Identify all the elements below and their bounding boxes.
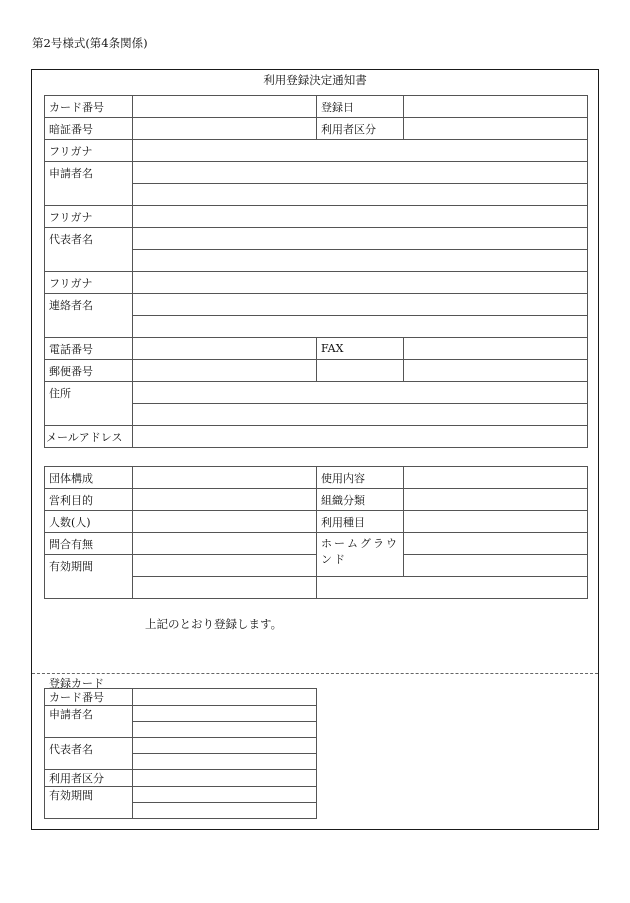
postal-code-field[interactable] (133, 360, 317, 382)
email-field[interactable] (133, 426, 588, 448)
table-row (45, 533, 588, 555)
cut-line (32, 673, 598, 674)
blank-cell (317, 577, 588, 599)
postal-code-label: 郵便番号 (45, 360, 133, 382)
table-row (45, 338, 588, 360)
org-type-field[interactable] (404, 489, 588, 511)
commercial-label: 営利目的 (45, 489, 133, 511)
card-user-category-field[interactable] (133, 770, 317, 787)
user-category-field[interactable] (404, 118, 588, 140)
usage-type-label: 利用種目 (317, 511, 404, 533)
fax-label: FAX (317, 338, 404, 360)
home-ground-field[interactable] (404, 533, 588, 555)
phone-label: 電話番号 (45, 338, 133, 360)
table-row (45, 206, 588, 228)
contact-furigana-label: フリガナ (45, 272, 133, 294)
representative-name-label: 代表者名 (45, 228, 133, 272)
address-label: 住所 (45, 382, 133, 426)
card-validity-field-2[interactable] (133, 803, 317, 819)
card-user-category-label: 利用者区分 (45, 770, 133, 787)
representative-name-field-2[interactable] (133, 250, 588, 272)
table-row (45, 118, 588, 140)
home-ground-label: ホームグラウンド (317, 533, 404, 577)
validity-field-2[interactable] (133, 577, 317, 599)
table-row (45, 360, 588, 382)
contact-name-field-2[interactable] (133, 316, 588, 338)
applicant-furigana-field[interactable] (133, 140, 588, 162)
table-row (45, 382, 588, 404)
inquiry-label: 問合有無 (45, 533, 133, 555)
table-row (45, 706, 317, 722)
phone-field[interactable] (133, 338, 317, 360)
applicant-name-label: 申請者名 (45, 162, 133, 206)
table-row (45, 96, 588, 118)
table-row (45, 228, 588, 250)
form-frame (31, 69, 599, 830)
card-number-field[interactable] (133, 96, 317, 118)
card-applicant-field-2[interactable] (133, 722, 317, 738)
contact-furigana-field[interactable] (133, 272, 588, 294)
table-row (45, 489, 588, 511)
registration-date-label: 登録日 (317, 96, 404, 118)
card-validity-label: 有効期間 (45, 787, 133, 819)
composition-label: 団体構成 (45, 467, 133, 489)
card-representative-field-2[interactable] (133, 754, 317, 770)
headcount-field[interactable] (133, 511, 317, 533)
card-number-field[interactable] (133, 689, 317, 706)
applicant-furigana-label: フリガナ (45, 140, 133, 162)
home-ground-field-2[interactable] (404, 555, 588, 577)
table-row (45, 140, 588, 162)
validity-field[interactable] (133, 555, 317, 577)
representative-furigana-label: フリガナ (45, 206, 133, 228)
usage-field[interactable] (404, 467, 588, 489)
applicant-name-field-2[interactable] (133, 184, 588, 206)
table-row (45, 738, 317, 754)
headcount-label: 人数(人) (45, 511, 133, 533)
contact-name-label: 連絡者名 (45, 294, 133, 338)
table-row (45, 467, 588, 489)
user-category-label: 利用者区分 (317, 118, 404, 140)
email-label: メールアドレス (45, 426, 133, 448)
blank-cell (404, 360, 588, 382)
applicant-name-field[interactable] (133, 162, 588, 184)
group-table (44, 466, 588, 599)
card-validity-field[interactable] (133, 787, 317, 803)
usage-label: 使用内容 (317, 467, 404, 489)
registrant-table (44, 95, 588, 448)
form-title: 利用登録決定通知書 (263, 73, 367, 87)
card-representative-label: 代表者名 (45, 738, 133, 770)
table-row (45, 272, 588, 294)
blank-cell (317, 360, 404, 382)
representative-furigana-field[interactable] (133, 206, 588, 228)
validity-label: 有効期間 (45, 555, 133, 599)
pin-field[interactable] (133, 118, 317, 140)
fax-field[interactable] (404, 338, 588, 360)
address-field[interactable] (133, 382, 588, 404)
card-representative-field[interactable] (133, 738, 317, 754)
registration-card-table (44, 688, 317, 819)
table-row (45, 162, 588, 184)
form-number: 第2号様式(第4条関係) (32, 36, 148, 50)
confirmation-text: 上記のとおり登録します。 (145, 617, 283, 631)
table-row (45, 294, 588, 316)
table-row (45, 511, 588, 533)
composition-field[interactable] (133, 467, 317, 489)
inquiry-field[interactable] (133, 533, 317, 555)
table-row (45, 555, 588, 577)
contact-name-field[interactable] (133, 294, 588, 316)
table-row (45, 787, 317, 803)
registration-date-field[interactable] (404, 96, 588, 118)
address-field-2[interactable] (133, 404, 588, 426)
card-number-label: カード番号 (45, 96, 133, 118)
table-row (45, 770, 317, 787)
pin-label: 暗証番号 (45, 118, 133, 140)
card-applicant-label: 申請者名 (45, 706, 133, 738)
commercial-field[interactable] (133, 489, 317, 511)
representative-name-field[interactable] (133, 228, 588, 250)
table-row (45, 426, 588, 448)
card-applicant-field[interactable] (133, 706, 317, 722)
org-type-label: 組織分類 (317, 489, 404, 511)
usage-type-field[interactable] (404, 511, 588, 533)
card-number-label: カード番号 (45, 689, 133, 706)
card-title: 登録カード (49, 677, 104, 690)
table-row (45, 689, 317, 706)
